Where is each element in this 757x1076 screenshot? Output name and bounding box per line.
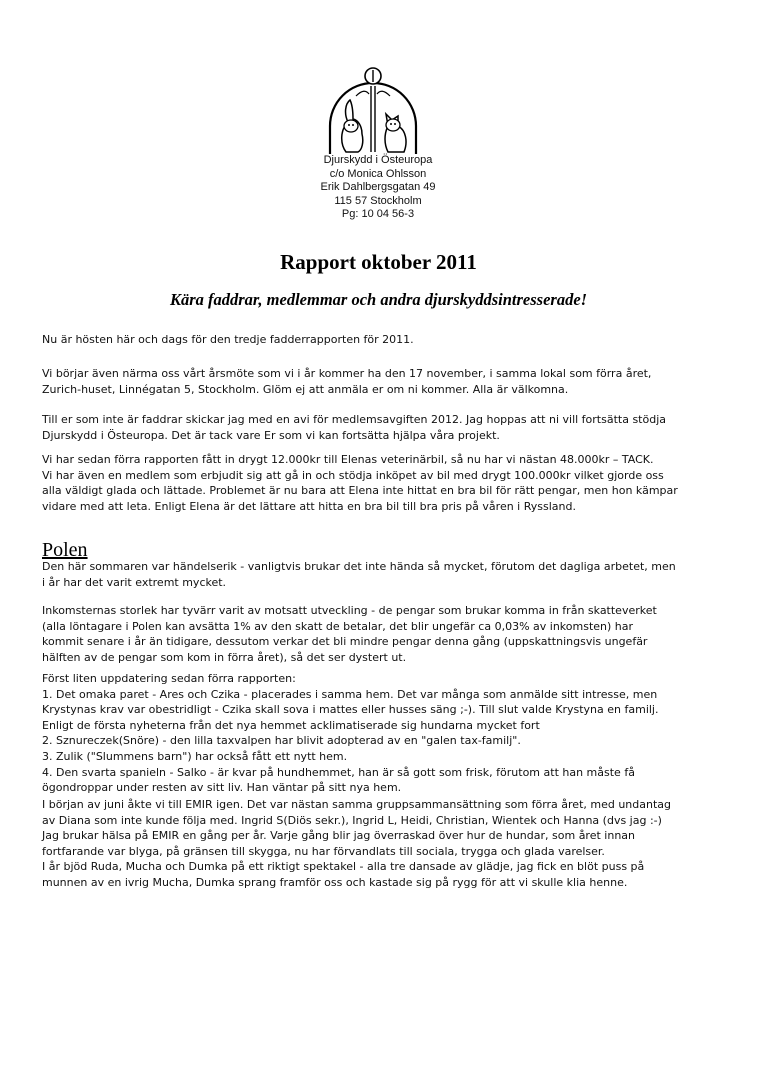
address-line: c/o Monica Ohlsson [329, 167, 427, 180]
address-line: Djurskydd i Östeuropa [323, 154, 433, 166]
paragraph [42, 797, 732, 891]
text-line: 2. Sznureczek(Snöre) - den lilla taxvalpen har blivit adopterad av en "galen tax-familj". [42, 734, 521, 748]
address-line: 115 57 Stockholm [334, 194, 422, 207]
text-line: Zurich-huset, Linnégatan 5, Stockholm. Glöm ej att anmäla er om ni kommer. Alla är välkomna. [42, 382, 569, 396]
text-line: Enligt de första nyheterna från det nya hemmet acklimatiserade sig hundarna mycket fort [42, 718, 540, 732]
paragraph [42, 332, 732, 348]
text-line: Till er som inte är faddrar skickar jag med en avi för medlemsavgiften 2012. Jag hoppas att ni vill fortsätta stödja [42, 413, 666, 426]
text-line: (alla löntagare i Polen kan avsätta 1% av den skatt de betalar, det blir ungefär ca 0,03% av inkomsten) har [42, 619, 634, 633]
address-line: Erik Dahlbergsgatan 49 [320, 181, 436, 193]
text-line: Nu är hösten här och dags för den tredje fadderrapporten för 2011. [42, 333, 414, 346]
text-line: alla väldigt glada och lättade. Problemet är nu bara att Elena inte hittat en bra bil för rätt pengar, men hon kämpar [42, 484, 678, 498]
paragraph [42, 559, 732, 590]
paragraph [42, 452, 732, 514]
text-line: Djurskydd i Östeuropa. Det är tack vare Er som vi kan fortsätta hjälpa våra projekt. [42, 428, 500, 442]
text-line: 1. Det omaka paret - Ares och Czika - placerades i samma hem. Det var många som anmälde sitt intresse, men [42, 687, 658, 701]
animal-protection-logo-icon [322, 64, 424, 156]
text-line: av Diana som inte kunde följa med. Ingrid S(Diös sekr.), Ingrid L, Heidi, Christian, Wientek och Hanna (dvs jag :-) [42, 813, 662, 827]
text-line: fortfarande var blyga, på gränsen till skygga, nu har förvandlats till sociala, trygga och glada varelser. [42, 844, 605, 858]
text-line: Vi har sedan förra rapporten fått in drygt 12.000kr till Elenas veterinärbil, så nu har vi nästan 48.000kr – TACK. [42, 453, 654, 466]
address-line: Pg: 10 04 56-3 [341, 208, 415, 220]
text-line: Den här sommaren var händelserik - vanligtvis brukar det inte hända så mycket, förutom det dagliga arbetet, men [42, 560, 676, 573]
text-line: Vi börjar även närma oss vårt årsmöte som vi i år kommer ha den 17 november, i samma lokal som förra året, [42, 367, 652, 380]
text-line: vidare med att leta. Enligt Elena är det lättare att hitta en bra bil till bra pris på våren i Ryssland. [42, 499, 576, 513]
text-line: Vi har även en medlem som erbjudit sig att gå in och stödja inköpet av bil med drygt 100.000kr vilket gjorde oss [42, 468, 664, 482]
text-line: hälften av de pengar som kom in förra året), så det ser dystert ut. [42, 650, 407, 664]
sender-address [298, 154, 458, 222]
text-line: Krystynas krav var obestridligt - Czika skall sova i mattes eller husses säng ;-). Till slut valde Krystyna en familj. [42, 703, 659, 717]
text-line: i år har det varit extremt mycket. [42, 575, 227, 589]
paragraph [42, 671, 732, 796]
text-line: munnen av en ivrig Mucha, Dumka sprang framför oss och kastade sig på rygg för att vi skulle klia henne. [42, 875, 628, 889]
text-line: kommit senare i år än tidigare, dessutom verkar det bli mindre pengar denna gång (uppskattningsvis ungefär [42, 635, 648, 649]
text-line: Inkomsternas storlek har tyvärr varit av motsatt utveckling - de pengar som brukar komma in från skatteverket [42, 604, 657, 617]
greeting: Kära faddrar, medlemmar och andra djurskyddsintresserade! [169, 290, 588, 309]
paragraph [42, 412, 732, 443]
section-heading-polen: Polen [42, 539, 88, 561]
text-line: Först liten uppdatering sedan förra rapporten: [42, 672, 296, 685]
text-line: 4. Den svarta spanieln - Salko - är kvar på hundhemmet, han är så gott som frisk, förutom att han måste få [42, 765, 635, 779]
text-line: I år bjöd Ruda, Mucha och Dumka på ett riktigt spektakel - alla tre dansade av glädje, jag fick en blöt puss på [42, 860, 645, 874]
text-line: 3. Zulik ("Slummens barn") har också fått ett nytt hem. [42, 749, 348, 763]
paragraph [42, 366, 732, 397]
text-line: I början av juni åkte vi till EMIR igen. Det var nästan samma gruppsammansättning som förra året, med undantag [42, 798, 672, 811]
text-line: ögondroppar under resten av sitt liv. Han väntar på sitt nya hem. [42, 781, 402, 795]
text-line: Jag brukar hälsa på EMIR en gång per år. Varje gång blir jag överraskad över hur de hundar, som året innan [42, 829, 636, 843]
report-title: Rapport oktober 2011 [280, 250, 477, 274]
paragraph [42, 603, 732, 665]
